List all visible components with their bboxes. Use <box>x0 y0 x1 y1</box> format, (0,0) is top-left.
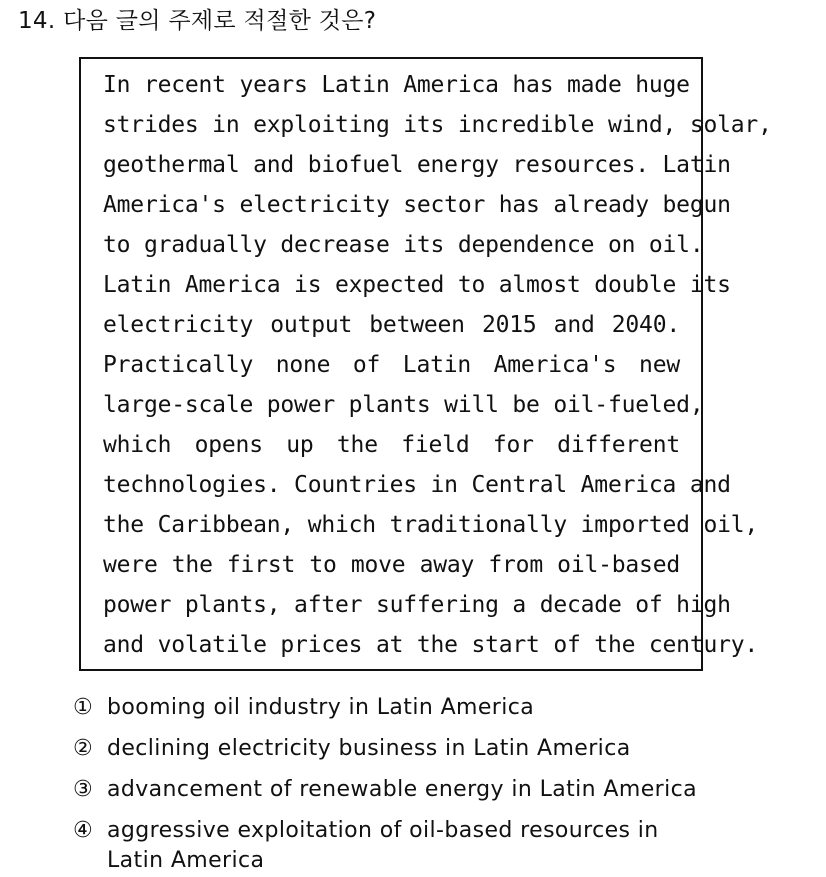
passage-line: were the first to move away from oil-based <box>103 552 680 578</box>
choice-number: ① <box>73 695 94 720</box>
passage-box <box>79 57 772 671</box>
choice-1[interactable] <box>73 693 534 723</box>
passage-line: electricity output between 2015 and 2040. <box>103 312 680 338</box>
passage-line: America's electricity sector has already begun <box>103 192 731 218</box>
choice-3[interactable] <box>73 775 697 805</box>
passage-line: geothermal and biofuel energy resources. Latin <box>103 152 731 178</box>
choice-4[interactable] <box>73 816 659 846</box>
choice-text: aggressive exploitation of oil-based resources in <box>107 818 659 843</box>
passage-line: In recent years Latin America has made huge <box>103 72 690 98</box>
passage-line: power plants, after suffering a decade of high <box>103 592 731 618</box>
choice-number: ② <box>73 736 94 761</box>
choice-number: ④ <box>73 818 94 843</box>
passage-line: large-scale power plants will be oil-fueled, <box>103 392 704 418</box>
choice-2[interactable] <box>73 734 631 764</box>
passage-line: to gradually decrease its dependence on oil. <box>103 232 704 258</box>
choice-text: advancement of renewable energy in Latin America <box>107 777 697 802</box>
choice-number: ③ <box>73 777 94 802</box>
passage-line: technologies. Countries in Central America and <box>103 472 731 498</box>
passage-line: Latin America is expected to almost double its <box>103 272 731 298</box>
choice-4-continuation: Latin America <box>107 848 265 873</box>
passage-line: the Caribbean, which traditionally imported oil, <box>103 512 759 538</box>
passage-line: and volatile prices at the start of the century. <box>103 632 759 658</box>
choice-text: declining electricity business in Latin America <box>107 736 631 761</box>
passage-line: Practically none of Latin America's new <box>103 352 680 378</box>
passage-line: which opens up the field for different <box>103 432 680 458</box>
passage-line: strides in exploiting its incredible wind, solar, <box>103 112 772 138</box>
choice-text: booming oil industry in Latin America <box>107 695 535 720</box>
question-title: 14. 다음 글의 주제로 적절한 것은? <box>18 8 377 34</box>
